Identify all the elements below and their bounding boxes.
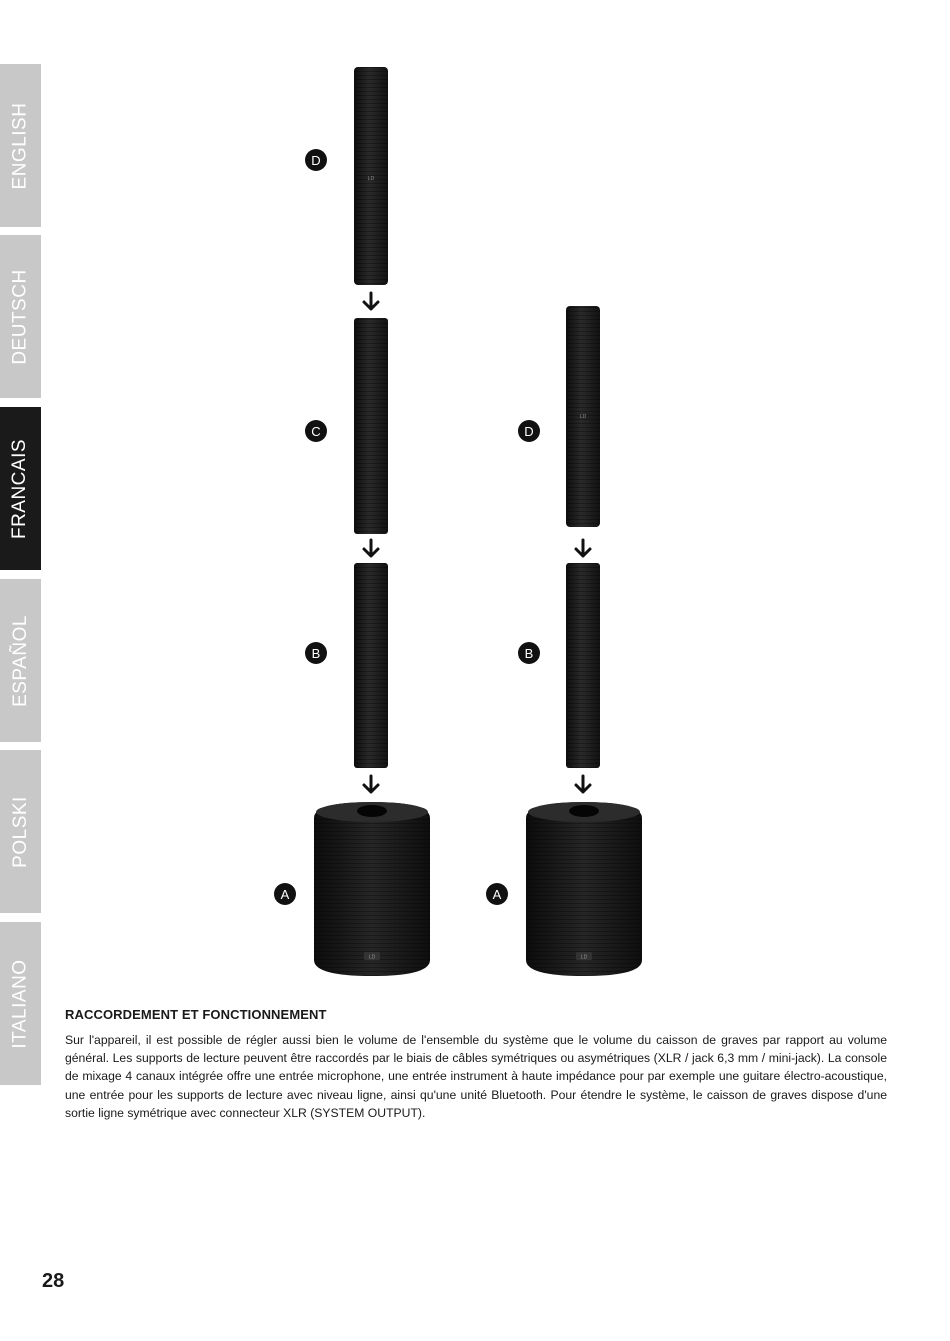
section-body: Sur l'appareil, il est possible de régler aussi bien le volume de l'ensemble du système que le volume du caisson de graves par rapport au volume général. Les supports de lecture peuvent être raccordés par le biais de câbles symétriques ou asymétriques (XLR / jack 6,3 mm / mini-jack). La console de mixage 4 canaux intégrée offre une entrée microphone, une entrée instrument à haute impédance pour par exemple une guitare électro-acoustique, une entrée pour les supports de lecture avec niveau ligne, ainsi qu'une unité Bluetooth. Pour étendre le système, le caisson de graves dispose d'une sortie ligne symétrique avec connecteur XLR (SYSTEM OUTPUT).	[65, 1033, 887, 1120]
label-b-left	[305, 642, 327, 664]
label-b-right-text: B	[524, 646, 534, 661]
label-c-left-text: C	[311, 424, 321, 439]
arrow-down-icon	[364, 776, 378, 792]
label-d-left	[305, 149, 327, 171]
arrow-down-icon	[364, 540, 378, 556]
tab-deutsch-label: DEUTSCH	[9, 268, 31, 365]
right-column-b	[566, 563, 600, 768]
arrow-down-icon	[576, 540, 590, 556]
left-subwoofer-logo: LD	[368, 954, 376, 961]
right-column-d-logo: LD	[579, 414, 587, 420]
label-c-left	[305, 420, 327, 442]
page-number: 28	[42, 1270, 65, 1292]
right-subwoofer-a	[526, 802, 642, 976]
left-column-d-logo: LD	[367, 176, 375, 182]
right-subwoofer-logo: LD	[580, 954, 588, 961]
left-speaker-stack	[274, 67, 430, 976]
right-column-d	[566, 306, 600, 527]
left-column-b	[354, 563, 388, 768]
tab-polski-label: POLSKI	[9, 795, 31, 868]
left-subwoofer-a	[314, 802, 430, 976]
label-a-right	[486, 883, 508, 905]
label-d-right-text: D	[524, 424, 534, 439]
label-d-right	[518, 420, 540, 442]
right-speaker-stack	[486, 306, 642, 976]
arrow-down-icon	[364, 293, 378, 309]
left-column-c	[354, 318, 388, 534]
tab-espanol-label: ESPAÑOL	[9, 614, 31, 707]
tab-english-label: ENGLISH	[9, 102, 31, 189]
label-a-right-text: A	[492, 887, 502, 902]
tab-francais-label: FRANCAIS	[9, 438, 31, 539]
label-b-left-text: B	[311, 646, 321, 661]
label-d-left-text: D	[311, 153, 321, 168]
label-b-right	[518, 642, 540, 664]
label-a-left	[274, 883, 296, 905]
section-heading: RACCORDEMENT ET FONCTIONNEMENT	[65, 1007, 327, 1022]
tab-italiano-label: ITALIANO	[9, 958, 31, 1049]
label-a-left-text: A	[280, 887, 290, 902]
arrow-down-icon	[576, 776, 590, 792]
left-column-d	[354, 67, 388, 285]
